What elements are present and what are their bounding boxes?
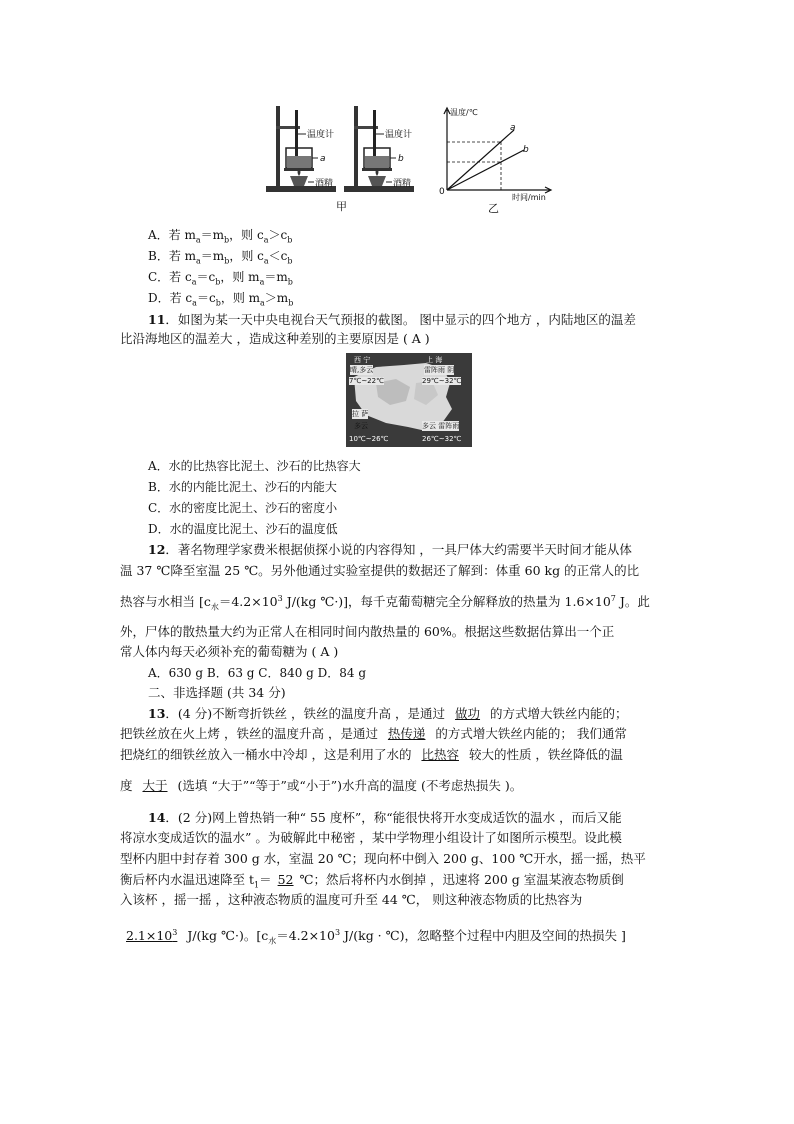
map-lasa-weather: 多云 — [354, 422, 368, 430]
graph-line-b-label: b — [523, 145, 529, 155]
label-liquid-b: b — [398, 154, 404, 164]
graph-y-axis-label: 温度/℃ — [450, 108, 478, 117]
q10-option-b: B．若 $m_a=m_b$，则 $c_a<c_b$ — [148, 249, 293, 266]
label-thermometer-a: 温度计 — [307, 130, 335, 140]
map-shanghai-label: 上 海 — [426, 356, 443, 364]
map-xining-temp: 7℃~22℃ — [349, 377, 384, 385]
q11-line-2: 比沿海地区的温差大 ，造成这种差别的主要原因是 ( A ) — [120, 331, 430, 346]
q14-line-5: 入该杯 ，摇一摇 ，这种液态物质的温度可升至 44 ℃， 则这种液态物质的比热容为 — [120, 892, 583, 907]
label-jia: 甲 — [336, 200, 347, 213]
q13-line-3: 把烧红的细铁丝放入一桶水中冷却 ，这是利用了水的 比热容 较大的性质 ，铁丝降低的温 — [120, 747, 623, 762]
map-east-temp: 26℃~32℃ — [422, 435, 462, 443]
q14-line-3: 型杯内胆中封存着 300 g 水，室温 20 ℃；现向杯中倒入 200 g、100 ℃开水，摇一摇，热平 — [120, 851, 646, 866]
q12-options: A．630 g B．63 g C．840 g D．84 g — [148, 666, 367, 680]
q13-line-2: 把铁丝放在火上烤 ，铁丝的温度升高 ，是通过 热传递 的方式增大铁丝内能的； 我们通常 — [120, 726, 627, 741]
q14-answer-2: $2.1\times 10^3$ — [126, 927, 178, 943]
q12-line-2: 温 37 ℃降至室温 25 ℃。另外他通过实验室提供的数据还了解到：体重 60 kg 的正常人的比 — [120, 563, 640, 578]
q13-answer-3: 比热容 — [421, 747, 459, 762]
map-xining-weather: 晴,多云 — [350, 366, 374, 374]
map-lasa-temp: 10℃~26℃ — [349, 435, 389, 443]
q11-number: 11 — [148, 312, 166, 327]
q11-option-a: A．水的比热容比泥土、沙石的比热容大 — [148, 459, 361, 473]
q10-option-a: A．若 $m_a=m_b$，则 $c_a>c_b$ — [148, 228, 293, 245]
label-yi: 乙 — [488, 202, 499, 215]
figure-apparatus-graph — [262, 104, 554, 216]
map-lasa-label: 拉 萨 — [352, 410, 369, 418]
q14-line-6: $2.1\times 10^3$ J/(kg ℃·)。[$c_水=4.2\times 10^3$ J/(kg · ℃)，忽略整个过程中内胆及空间的热损失 ] — [120, 928, 626, 944]
label-thermometer-b: 温度计 — [385, 130, 413, 140]
weather-map — [346, 353, 472, 447]
q11-option-c: C．水的密度比泥土、沙石的密度小 — [148, 501, 338, 515]
q13-answer-4: 大于 — [142, 778, 168, 793]
graph-line-a-label: a — [510, 123, 516, 133]
q14-line-2: 将凉水变成适饮的温水” 。为破解此中秘密 ，某中学物理小组设计了如图所示模型。设此模 — [120, 830, 622, 845]
q11-option-b: B．水的内能比泥土、沙石的内能大 — [148, 480, 337, 494]
section-heading: 二、非选择题 (共 34 分) — [148, 685, 286, 700]
q10-option-c: C．若 $c_a=c_b$，则 $m_a=m_b$ — [148, 270, 293, 287]
q14-number: 14 — [148, 810, 166, 825]
q14-line-4: 衡后杯内水温迅速降至 $t_1= 52$ ℃；然后将杯内水倒掉 ，迅速将 200 g 室温某液态物质倒 — [120, 872, 624, 890]
graph-origin: 0 — [439, 187, 445, 197]
q12-line-3: 热容与水相当 [$c_水=4.2\times 10^3$ J/(kg ℃·)]，每千克葡萄糖完全分解释放的热量为 $1.6\times 10^7$ J。此 — [120, 593, 650, 612]
map-shanghai-weather: 雷阵雨 阴 — [424, 366, 455, 374]
q13-answer-1: 做功 — [455, 706, 481, 721]
label-alcohol-a: 酒精 — [315, 179, 334, 189]
q14-line-1: 14．(2 分)网上曾热销一种“ 55 度杯”，称“能很快将开水变成适饮的温水 ，而后又能 — [148, 810, 622, 825]
q12-number: 12 — [148, 542, 166, 557]
q14-answer-1: 52 — [277, 872, 294, 887]
map-xining-label: 西 宁 — [354, 356, 371, 364]
q12-line-5: 常人体内每天必须补充的葡萄糖为 ( A ) — [120, 644, 339, 659]
q12-line-1: 12．著名物理学家费米根据侦探小说的内容得知 ，一具尸体大约需要半天时间才能从体 — [148, 542, 632, 557]
q13-number: 13 — [148, 706, 166, 721]
graph-temperature-time — [444, 108, 551, 193]
graph-x-axis-label: 时间/min — [512, 193, 546, 202]
label-alcohol-b: 酒精 — [393, 179, 412, 189]
q10-option-d: D．若 $c_a=c_b$，则 $m_a>m_b$ — [148, 291, 294, 308]
map-east-weather: 多云 雷阵雨 — [422, 422, 460, 430]
q12-line-4: 外，尸体的散热量大约为正常人在相同时间内散热量的 60%。根据这些数据估算出一个正 — [120, 624, 615, 639]
q13-line-1: 13．(4 分)不断弯折铁丝 ，铁丝的温度升高 ，是通过 做功 的方式增大铁丝内能的； — [148, 706, 628, 721]
q13-answer-2: 热传递 — [387, 726, 426, 741]
q11-option-d: D．水的温度比泥土、沙石的温度低 — [148, 522, 338, 536]
map-shanghai-temp: 29℃~32℃ — [422, 377, 462, 385]
q13-line-4: 度 大于 (选填 “大于”“等于”或“小于”)水升高的温度 (不考虑热损失 )。 — [120, 778, 523, 793]
q11-line-1: 11．如图为某一天中央电视台天气预报的截图。 图中显示的四个地方 ，内陆地区的温差 — [148, 312, 636, 327]
label-liquid-a: a — [320, 154, 326, 164]
